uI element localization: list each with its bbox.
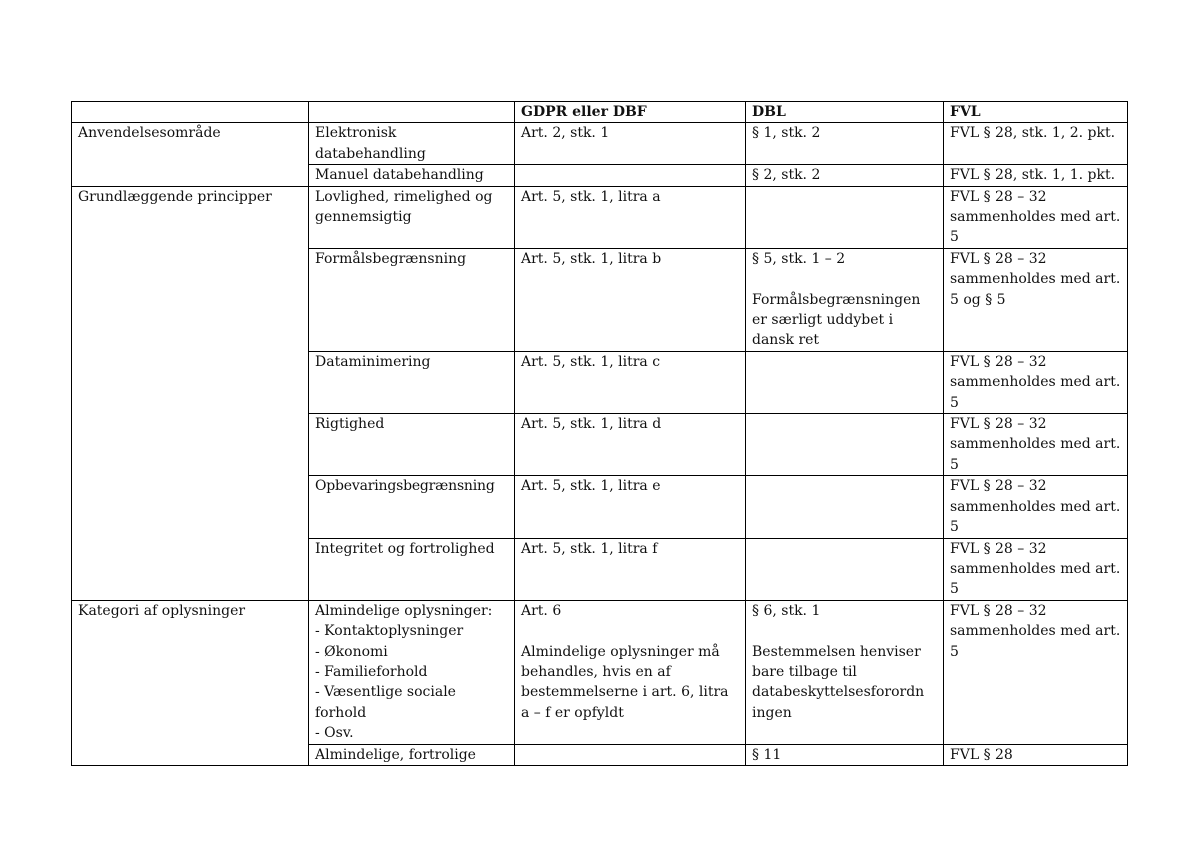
header-cell-topic (309, 102, 515, 123)
gdpr-cell: Art. 5, stk. 1, litra d (515, 414, 746, 476)
gdpr-reference: Art. 6 (521, 602, 562, 619)
table-row (72, 600, 1128, 744)
topic-cell: Opbevaringsbegrænsning (309, 476, 515, 538)
paragraph-gap (752, 269, 939, 289)
dbl-cell (746, 351, 944, 413)
dbl-cell (746, 186, 944, 248)
fvl-cell: FVL § 28 – 32 sammenholdes med art. 5 (944, 538, 1128, 600)
comparison-table (71, 101, 1128, 766)
dbl-cell (746, 600, 944, 744)
dbl-cell (746, 248, 944, 351)
paragraph-gap (521, 621, 741, 641)
topic-line: Almindelige oplysninger: (315, 602, 493, 619)
dbl-cell (746, 476, 944, 538)
fvl-cell: FVL § 28 – 32 sammenholdes med art. 5 (944, 351, 1128, 413)
fvl-cell: FVL § 28 – 32 sammenholdes med art. 5 (944, 600, 1128, 744)
gdpr-cell: Art. 5, stk. 1, litra a (515, 186, 746, 248)
dbl-reference: § 6, stk. 1 (752, 602, 821, 619)
dbl-cell (746, 538, 944, 600)
dbl-cell: § 11 (746, 744, 944, 765)
topic-cell: Rigtighed (309, 414, 515, 476)
header-cell-area (72, 102, 309, 123)
area-cell: Grundlæggende principper (72, 186, 309, 600)
topic-cell: Manuel databehandling (309, 165, 515, 186)
fvl-cell: FVL § 28 – 32 sammenholdes med art. 5 (944, 186, 1128, 248)
dbl-note: Bestemmelsen henviser bare tilbage til databeskyttelsesforordn ingen (752, 643, 925, 721)
topic-line: - Kontaktoplysninger (315, 623, 464, 640)
fvl-cell: FVL § 28 (944, 744, 1128, 765)
dbl-cell: § 1, stk. 2 (746, 123, 944, 165)
gdpr-cell (515, 744, 746, 765)
gdpr-cell: Art. 5, stk. 1, litra e (515, 476, 746, 538)
gdpr-cell: Art. 5, stk. 1, litra b (515, 248, 746, 351)
topic-cell (309, 600, 515, 744)
topic-line: - Væsentlige sociale forhold (315, 684, 456, 721)
fvl-cell: FVL § 28 – 32 sammenholdes med art. 5 og § 5 (944, 248, 1128, 351)
topic-cell: Dataminimering (309, 351, 515, 413)
header-cell-fvl: FVL (944, 102, 1128, 123)
header-cell-dbl: DBL (746, 102, 944, 123)
table-row (72, 123, 1128, 165)
header-cell-gdpr: GDPR eller DBF (515, 102, 746, 123)
area-cell: Kategori af oplysninger (72, 600, 309, 765)
paragraph-gap (752, 621, 939, 641)
header-row (72, 102, 1128, 123)
area-cell: Anvendelsesområde (72, 123, 309, 186)
topic-cell: Formålsbegrænsning (309, 248, 515, 351)
gdpr-cell: Art. 5, stk. 1, litra f (515, 538, 746, 600)
fvl-cell: FVL § 28, stk. 1, 2. pkt. (944, 123, 1128, 165)
topic-cell: Lovlighed, rimelighed og gennemsigtig (309, 186, 515, 248)
dbl-cell: § 2, stk. 2 (746, 165, 944, 186)
dbl-reference: § 5, stk. 1 – 2 (752, 250, 846, 267)
gdpr-cell: Art. 2, stk. 1 (515, 123, 746, 165)
fvl-cell: FVL § 28 – 32 sammenholdes med art. 5 (944, 414, 1128, 476)
gdpr-cell (515, 165, 746, 186)
fvl-cell: FVL § 28, stk. 1, 1. pkt. (944, 165, 1128, 186)
topic-cell: Elektronisk databehandling (309, 123, 515, 165)
gdpr-cell: Art. 5, stk. 1, litra c (515, 351, 746, 413)
gdpr-note: Almindelige oplysninger må behandles, hvis en af bestemmelserne i art. 6, litra a – f er opfyldt (521, 643, 729, 721)
topic-cell: Almindelige, fortrolige (309, 744, 515, 765)
gdpr-cell (515, 600, 746, 744)
dbl-cell (746, 414, 944, 476)
topic-line: - Osv. (315, 725, 354, 742)
dbl-note: Formålsbegrænsningen er særligt uddybet i dansk ret (752, 291, 921, 349)
topic-cell: Integritet og fortrolighed (309, 538, 515, 600)
topic-line: - Familieforhold (315, 663, 428, 680)
fvl-cell: FVL § 28 – 32 sammenholdes med art. 5 (944, 476, 1128, 538)
table-row (72, 186, 1128, 248)
topic-line: - Økonomi (315, 643, 388, 660)
